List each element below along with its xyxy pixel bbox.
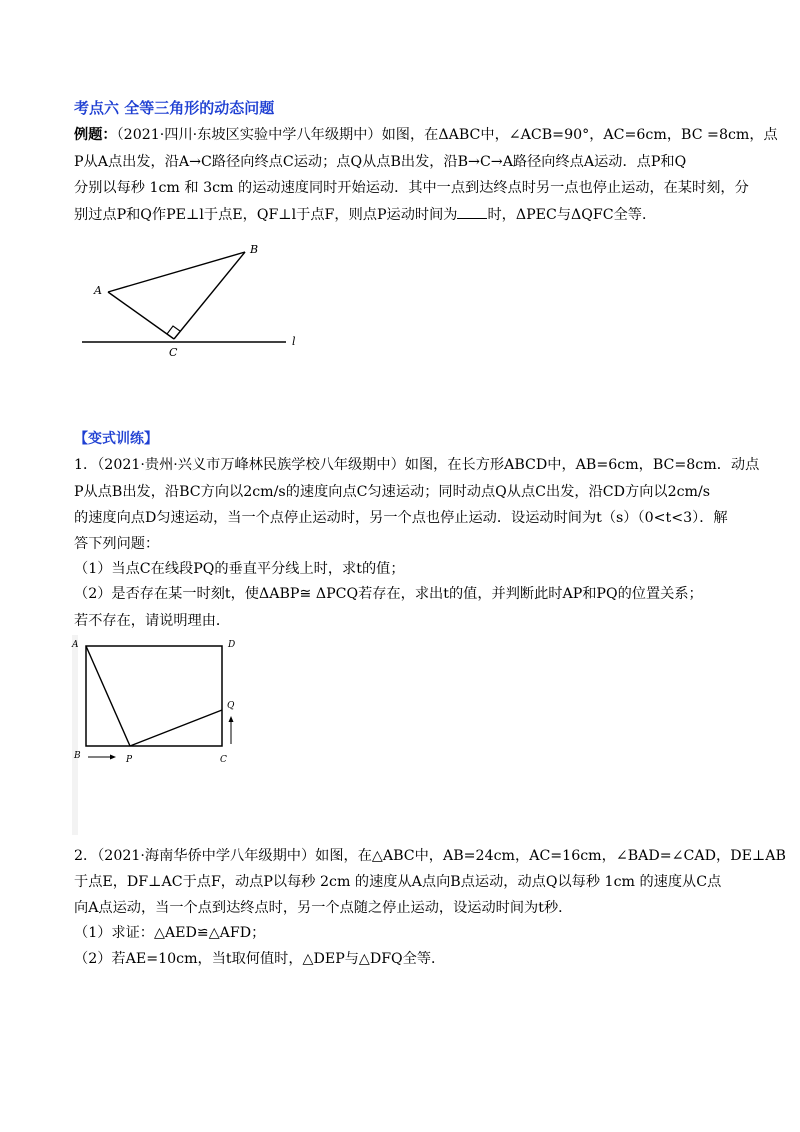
q1-line-2: P从点B出发，沿BC方向以2cm/s的速度向点C匀速运动；同时动点Q从点C出发，沿CD方向以2cm/s bbox=[74, 484, 711, 500]
example-line-3: 分别以每秒 1cm 和 3cm 的运动速度同时开始运动．其中一点到达终点时另一点也停止运动，在某时刻，分 bbox=[74, 180, 749, 196]
q1-line-1: 1．（2021·贵州·兴义市万峰林民族学校八年级期中）如图，在长方形ABCD中，AB=6cm，BC=8cm．动点 bbox=[74, 457, 760, 473]
segment-ab bbox=[108, 252, 245, 292]
rectangle-figure bbox=[66, 634, 256, 774]
example-text-1: （2021·四川·东坡区实验中学八年级期中）如图，在ΔABC中，∠ACB=90°，AC=6cm，BC =8cm，点 bbox=[116, 127, 778, 143]
q1-line-5: （1）当点C在线段PQ的垂直平分线上时，求t的值； bbox=[74, 561, 405, 577]
example-line-2: P从A点出发，沿A→C路径向终点C运动；点Q从点B出发，沿B→C→A路径向终点A运动．点P和Q bbox=[74, 154, 687, 170]
label-c: C bbox=[220, 755, 227, 765]
segment-bc bbox=[174, 252, 245, 339]
answer-blank bbox=[457, 204, 487, 219]
section-label: 【变式训练】 bbox=[74, 431, 158, 447]
arrow-cq-head bbox=[229, 716, 234, 722]
q1-line-3: 的速度向点D匀速运动，当一个点停止运动时，另一个点也停止运动．设运动时间为t（s）（0<t<3）．解 bbox=[74, 510, 728, 526]
label-b: B bbox=[74, 751, 81, 761]
right-angle-mark bbox=[167, 326, 180, 334]
q1-line-6: （2）是否存在某一时刻t，使ΔABP≅ ΔPCQ若存在，求出t的值，并判断此时AP和PQ的位置关系； bbox=[74, 586, 703, 602]
label-b: B bbox=[250, 243, 259, 256]
rectangle-abcd bbox=[86, 646, 222, 746]
example-line-4 bbox=[74, 204, 734, 225]
label-q: Q bbox=[227, 701, 235, 711]
topic-heading: 考点六 全等三角形的动态问题 bbox=[74, 99, 275, 117]
example-label: 例题： bbox=[74, 127, 117, 143]
example-line-1 bbox=[74, 125, 778, 145]
label-c: C bbox=[169, 346, 178, 359]
triangle-figure bbox=[70, 232, 320, 362]
segment-pq bbox=[130, 710, 222, 746]
q2-line-4: （1）求证：△AED≌△AFD； bbox=[74, 925, 266, 941]
q1-line-7: 若不存在，请说明理由． bbox=[74, 613, 231, 629]
q2-line-5: （2）若AE=10cm，当t取何值时，△DEP与△DFQ全等． bbox=[74, 951, 446, 967]
q2-line-2: 于点E，DF⊥AC于点F，动点P以每秒 2cm 的速度从A点向B点运动，动点Q以每秒 1cm 的速度从C点 bbox=[74, 874, 722, 890]
label-p: P bbox=[126, 755, 133, 765]
label-l: l bbox=[292, 335, 296, 348]
segment-ac bbox=[108, 292, 174, 339]
label-a: A bbox=[94, 284, 102, 297]
q2-line-1: 2．（2021·海南华侨中学八年级期中）如图，在△ABC中，AB=24cm，AC=16cm，∠BAD=∠CAD，DE⊥AB bbox=[74, 848, 786, 864]
example-text-4-tail: 时，ΔPEC与ΔQFC全等． bbox=[487, 207, 657, 223]
arrow-bp-head bbox=[110, 755, 116, 760]
example-text-4: 别过点P和Q作PE⊥l于点E，QF⊥l于点F，则点P运动时间为 bbox=[74, 207, 458, 223]
label-a: A bbox=[72, 640, 79, 650]
label-d: D bbox=[228, 640, 236, 650]
q2-line-3: 向A点运动，当一个点到达终点时，另一个点随之停止运动，设运动时间为t秒． bbox=[74, 900, 573, 916]
segment-ap bbox=[86, 646, 130, 746]
q1-line-4: 答下列问题： bbox=[74, 536, 160, 552]
